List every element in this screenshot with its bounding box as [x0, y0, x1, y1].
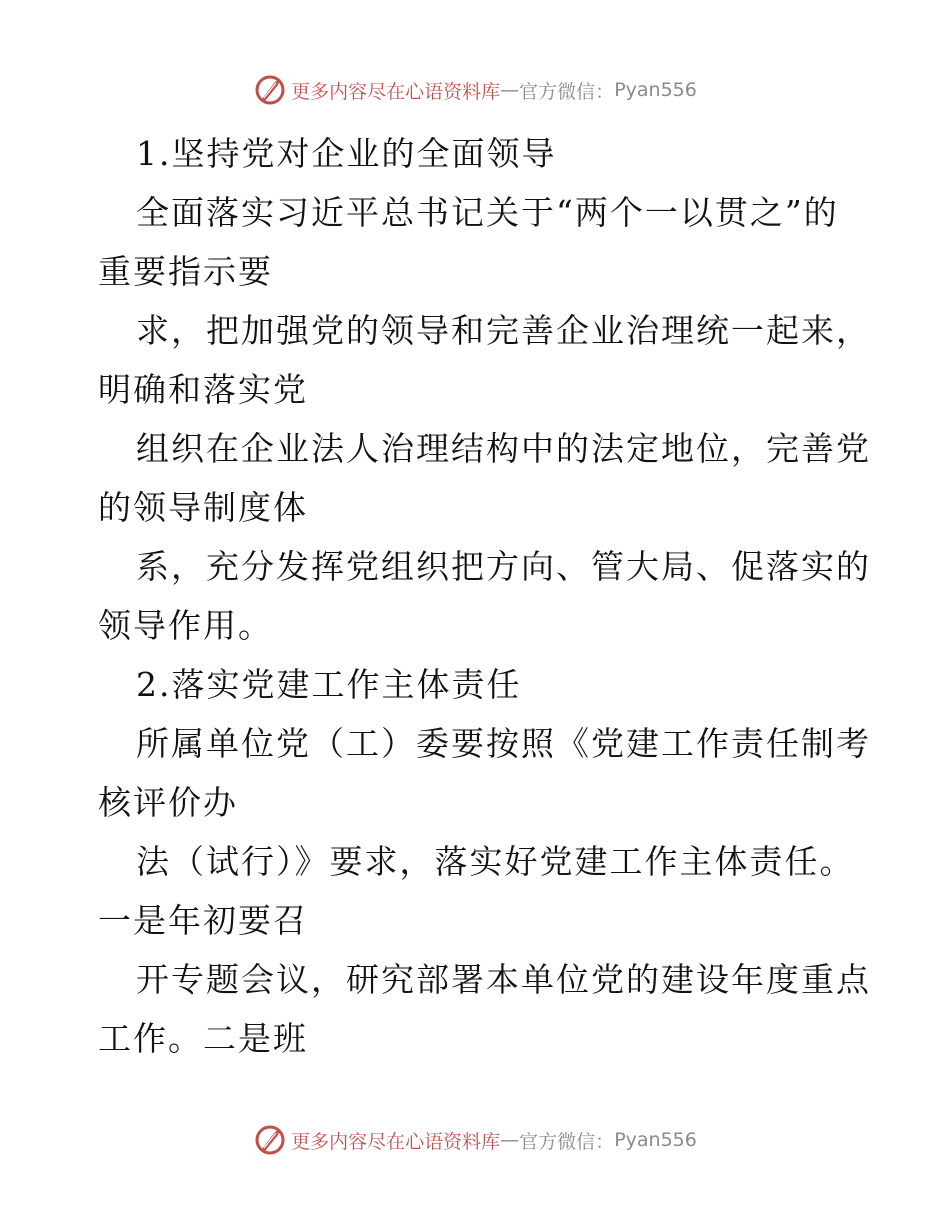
watermark-wechat-id: Pyan556 — [614, 79, 697, 101]
text-line: 工作。二是班 — [98, 1019, 308, 1058]
watermark-wechat-id: Pyan556 — [614, 1129, 697, 1151]
section-heading-2: 2.落实党建工作主体责任 — [136, 665, 522, 704]
header-watermark — [0, 70, 950, 110]
footer-watermark — [0, 1120, 950, 1160]
text-line: 全面落实习近平总书记关于“两个一以贯之”的 — [136, 193, 839, 232]
text-line: 系，充分发挥党组织把方向、管大局、促落实的 — [136, 547, 871, 586]
text-line: 求，把加强党的领导和完善企业治理统一起来， — [136, 311, 871, 350]
text-line: 开专题会议，研究部署本单位党的建设年度重点 — [136, 960, 871, 999]
watermark-dash: — — [500, 79, 520, 101]
quill-pen-circle-logo-icon — [253, 73, 287, 107]
section-heading-1: 1.坚持党对企业的全面领导 — [136, 134, 557, 173]
text-line: 领导作用。 — [98, 606, 273, 645]
text-line: 一是年初要召 — [98, 901, 308, 940]
text-line: 核评价办 — [98, 783, 238, 822]
text-line: 的领导制度体 — [98, 488, 308, 527]
watermark-dash: — — [500, 1129, 520, 1151]
watermark-brand-text: 更多内容尽在心语资料库 — [291, 1130, 501, 1153]
text-line: 组织在企业法人治理结构中的法定地位，完善党 — [136, 429, 871, 468]
quill-pen-circle-logo-icon — [253, 1123, 287, 1157]
text-line: 所属单位党（工）委要按照《党建工作责任制考 — [136, 724, 871, 763]
document-body — [98, 124, 871, 1068]
watermark-wechat-label: 官方微信： — [519, 80, 615, 103]
text-line: 明确和落实党 — [98, 370, 308, 409]
text-line: 重要指示要 — [98, 252, 273, 291]
watermark-brand-text: 更多内容尽在心语资料库 — [291, 80, 501, 103]
text-line: 法（试行）》要求，落实好党建工作主体责任。 — [136, 842, 855, 881]
watermark-wechat-label: 官方微信： — [519, 1130, 615, 1153]
